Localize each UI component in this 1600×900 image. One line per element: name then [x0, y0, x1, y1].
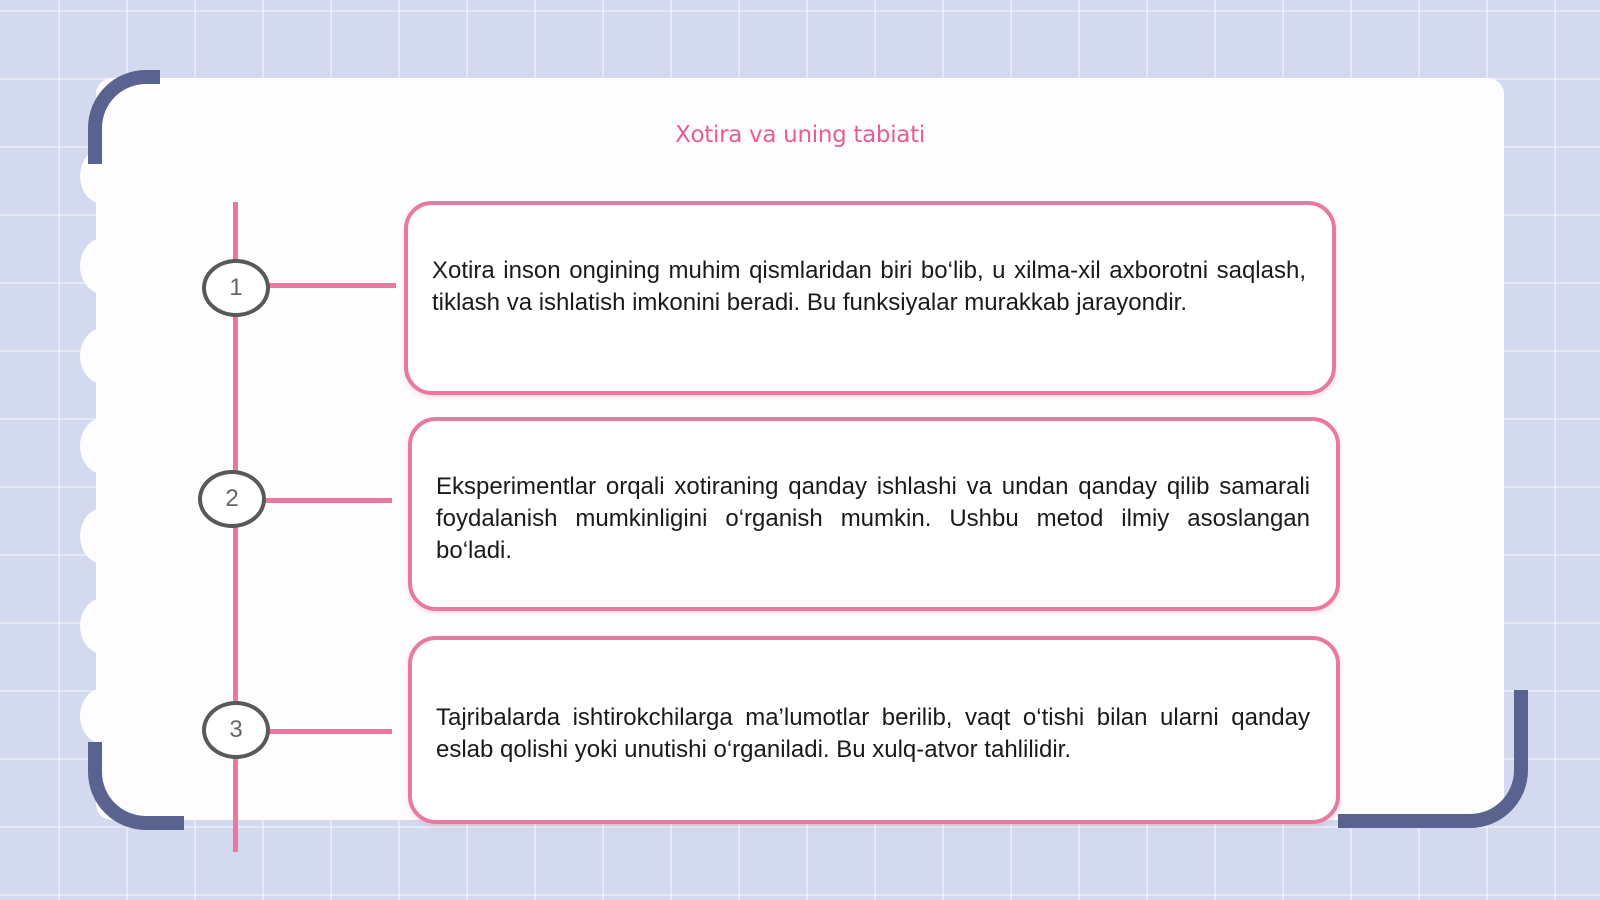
text-box-content: Eksperimentlar orqali xotiraning qanday ishlashi va undan qanday qilib samarali foydalanish mumkinligini o‘rganish mumkin. Ushbu metod ilmiy asoslangan bo‘ladi.: [436, 473, 1310, 564]
timeline-connector: [266, 729, 392, 734]
node-number: 3: [229, 716, 243, 743]
notebook-edge-scallop: [80, 688, 126, 744]
frame-corner-bottom-right: [1338, 690, 1528, 828]
timeline-node-2: [198, 470, 266, 528]
notebook-edge-scallop: [80, 598, 126, 654]
notebook-edge-scallop: [80, 508, 126, 564]
timeline-connector: [266, 283, 396, 288]
timeline-node-3: [202, 701, 270, 759]
timeline-node-1: [202, 259, 270, 317]
text-box-2: [408, 417, 1340, 611]
text-box-1: [404, 201, 1336, 395]
notebook-edge-scallop: [80, 328, 126, 384]
timeline-connector: [262, 498, 392, 503]
node-number: 2: [225, 485, 239, 512]
text-box-content: Xotira inson ongining muhim qismlaridan biri bo‘lib, u xilma-xil axborotni saqlash, tiklash va ishlatish imkonini beradi. Bu funksiyalar murakkab jarayondir.: [432, 257, 1306, 316]
slide-title: Xotira va uning tabiati: [675, 122, 925, 148]
text-box-3: [408, 636, 1340, 824]
text-box-content: Tajribalarda ishtirokchilarga ma’lumotlar berilib, vaqt o‘tishi bilan ularni qanday eslab qolishi yoki unutishi o‘rganiladi. Bu xulq-atvor tahlilidir.: [436, 704, 1310, 763]
node-number: 1: [229, 274, 243, 301]
notebook-edge-scallop: [80, 238, 126, 294]
notebook-edge-scallop: [80, 418, 126, 474]
